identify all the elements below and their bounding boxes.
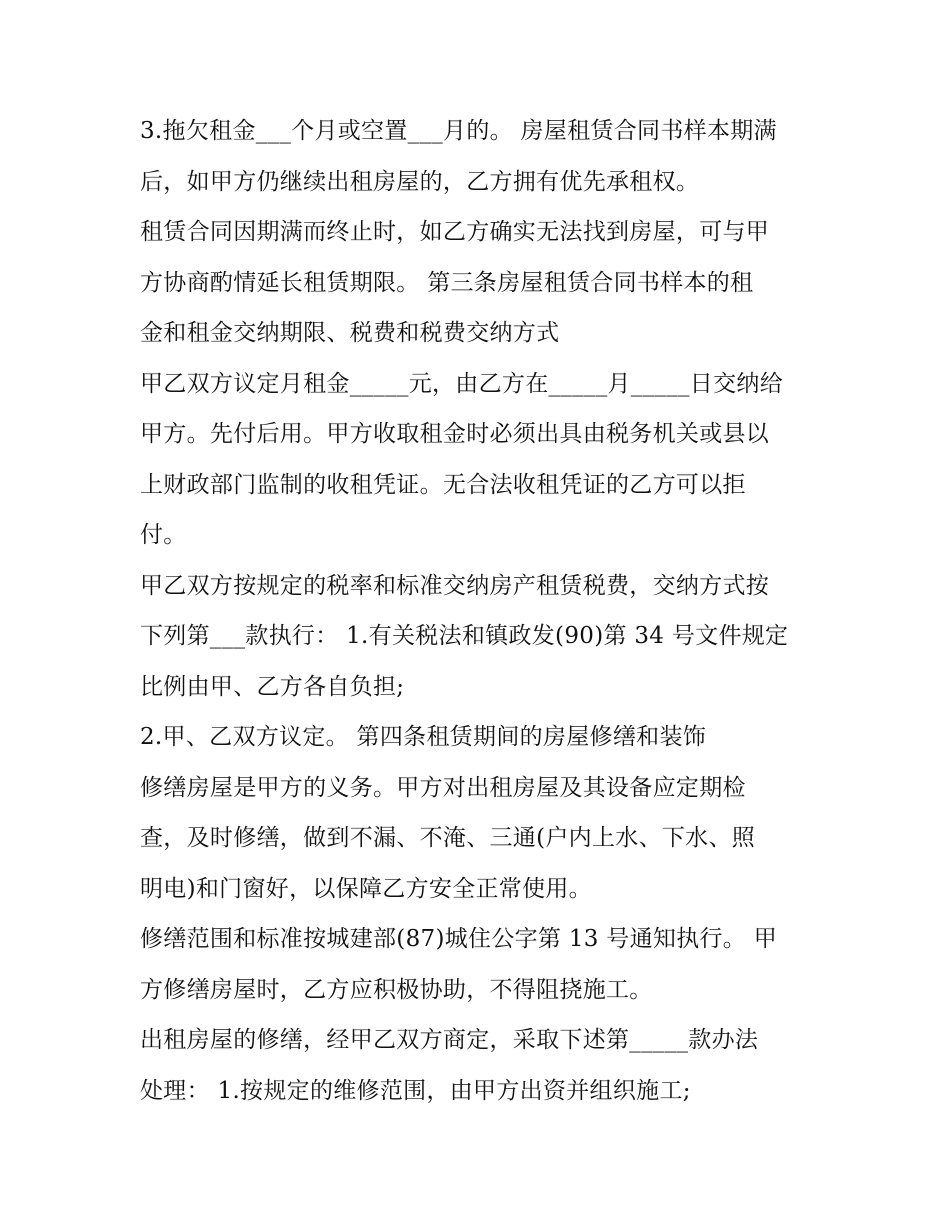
text-line: 甲方。先付后用。甲方收取租金时必须出具由税务机关或县以 xyxy=(140,421,770,447)
text-line: 金和租金交纳期限、税费和税费交纳方式 xyxy=(140,320,560,346)
text-line: 后，如甲方仍继续出租房屋的，乙方拥有优先承租权。 xyxy=(140,168,700,195)
text-line: 租赁合同因期满而终止时，如乙方确实无法找到房屋，可与甲 xyxy=(140,219,770,245)
text-line: 修缮房屋是甲方的义务。甲方对出租房屋及其设备应定期检 xyxy=(140,774,746,801)
text-line: 甲乙双方按规定的税率和标准交纳房产租赁税费，交纳方式按 xyxy=(140,572,770,599)
text-line: 比例由甲、乙方各自负担; xyxy=(140,673,405,700)
text-line: 方修缮房屋时，乙方应积极协助，不得阻挠施工。 xyxy=(140,976,653,1003)
text-line: 方协商酌情延长租赁期限。 第三条房屋租赁合同书样本的租 xyxy=(140,269,754,296)
text-line: 处理： 1.按规定的维修范围，由甲方出资并组织施工; xyxy=(140,1077,691,1104)
text-line: 甲乙双方议定月租金_____元，由乙方在_____月_____日交纳给 xyxy=(140,370,783,397)
text-line: 下列第___款执行： 1.有关税法和镇政发(90)第 34 号文件规定 xyxy=(140,623,789,649)
text-line: 3.拖欠租金___个月或空置___月的。 房屋租赁合同书样本期满 xyxy=(140,118,777,144)
text-line: 明电)和门窗好，以保障乙方安全正常使用。 xyxy=(140,875,592,902)
text-line: 上财政部门监制的收租凭证。无合法收租凭证的乙方可以拒 xyxy=(140,471,746,498)
text-line: 2.甲、乙双方议定。 第四条租赁期间的房屋修缮和装饰 xyxy=(140,724,707,750)
document-body xyxy=(140,106,820,1116)
text-line: 付。 xyxy=(140,522,187,548)
text-line: 修缮范围和标准按城建部(87)城住公字第 13 号通知执行。 甲 xyxy=(140,926,778,952)
text-line: 出租房屋的修缮，经甲乙双方商定，采取下述第_____款办法 xyxy=(140,1027,759,1053)
text-line: 查，及时修缮，做到不漏、不淹、三通(户内上水、下水、照 xyxy=(140,825,756,851)
